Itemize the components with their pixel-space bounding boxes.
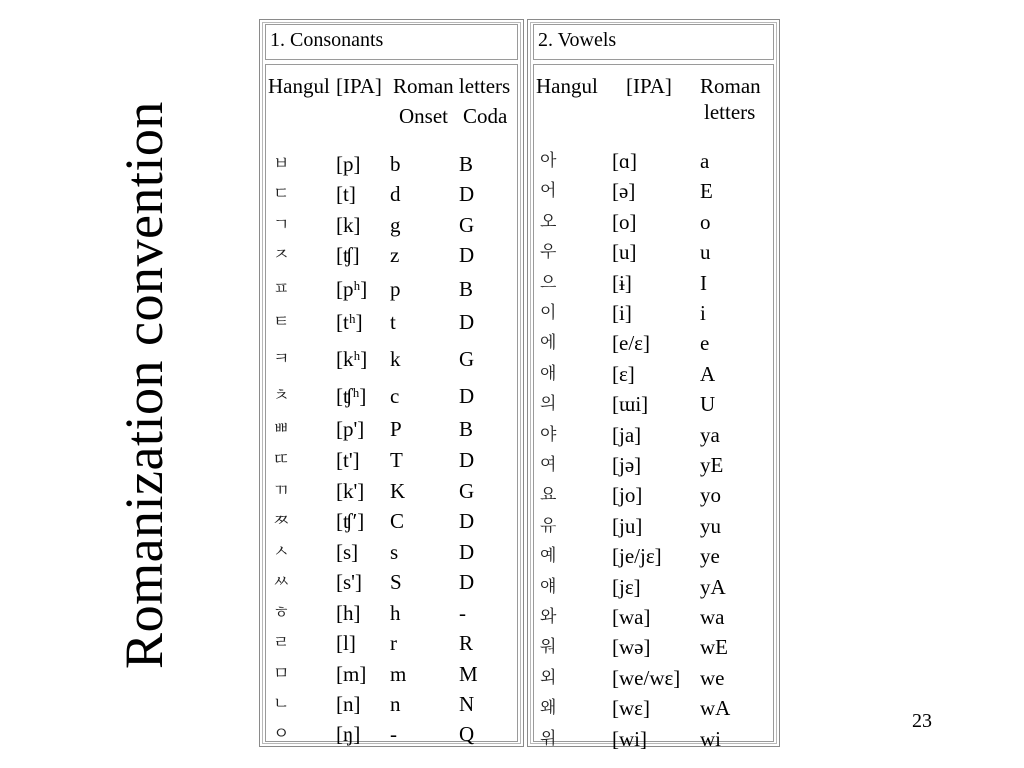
consonant-ipa: [ʧʰ] (336, 384, 367, 408)
vowel-roman: wA (700, 696, 731, 721)
vowel-ipa: [jo] (612, 483, 643, 508)
vowel-ipa: [u] (612, 240, 637, 265)
consonants-col-ipa: [IPA] (336, 74, 382, 98)
consonant-ipa: [k] (336, 213, 361, 237)
consonant-ipa: [tʰ] (336, 310, 363, 334)
consonant-hangul: ㅍ (273, 279, 290, 299)
consonant-onset: K (390, 479, 406, 503)
consonant-ipa: [p'] (336, 417, 365, 441)
consonant-hangul: ㄱ (273, 215, 290, 235)
vowel-roman: yu (700, 513, 721, 538)
vowels-col-hangul: Hangul (536, 74, 598, 98)
consonant-ipa: [pʰ] (336, 277, 368, 301)
consonants-col-hangul: Hangul (268, 74, 330, 98)
vowel-hangul: 으 (540, 272, 557, 293)
vowel-ipa: [ɑ] (612, 149, 637, 173)
vowel-ipa: [ɛ] (612, 361, 635, 386)
consonant-coda: M (459, 662, 478, 686)
vowel-roman: wi (700, 726, 721, 751)
consonants-col-roman: Roman letters (393, 74, 511, 98)
consonant-onset: S (390, 570, 402, 594)
consonant-coda: D (459, 570, 475, 594)
vowel-ipa: [o] (612, 209, 637, 234)
vowel-ipa: [ju] (612, 513, 643, 538)
vowel-hangul: 애 (540, 363, 557, 384)
consonant-ipa: [t] (336, 182, 356, 206)
vowel-hangul: 예 (540, 546, 557, 567)
vowel-roman: ye (700, 544, 720, 569)
slide-title-container (84, 60, 204, 710)
consonant-coda: G (459, 213, 475, 237)
vowel-hangul: 어 (540, 181, 557, 202)
consonant-onset: n (390, 692, 401, 716)
vowels-header-box (533, 24, 774, 60)
consonant-ipa: [ʧ′] (336, 509, 365, 533)
vowel-hangul: 외 (540, 667, 557, 688)
consonants-header-box (265, 24, 518, 60)
consonant-hangul: ㄴ (273, 694, 290, 714)
consonant-onset: t (390, 310, 396, 334)
consonant-onset: T (390, 448, 403, 472)
vowel-hangul: 에 (540, 333, 557, 354)
vowel-hangul: 의 (540, 394, 557, 415)
consonant-hangul: ㅊ (273, 386, 290, 406)
vowel-ipa: [wa] (612, 605, 651, 629)
consonant-coda: D (459, 540, 475, 564)
consonant-coda: R (459, 631, 474, 655)
vowel-ipa: [i] (612, 301, 632, 325)
consonant-coda: D (459, 509, 475, 533)
vowel-ipa: [ɨ] (612, 270, 632, 295)
vowels-section-title: 2. Vowels (538, 29, 617, 51)
vowel-ipa: [je/jɛ] (612, 544, 662, 569)
consonant-hangul: ㅋ (273, 349, 290, 369)
vowel-roman: e (700, 331, 710, 356)
consonant-hangul: ㅁ (273, 664, 290, 684)
vowel-hangul: 우 (540, 242, 557, 263)
vowel-roman: i (700, 301, 706, 325)
consonant-hangul: ㄲ (273, 481, 290, 501)
vowel-ipa: [jə] (612, 453, 642, 477)
vowel-hangul: 아 (540, 151, 557, 171)
consonant-ipa: [ʧ] (336, 243, 360, 267)
consonant-hangul: ㅇ (273, 724, 290, 744)
vowel-hangul: 야 (540, 424, 557, 445)
consonant-onset: s (390, 540, 399, 564)
vowel-ipa: [wə] (612, 635, 651, 660)
consonant-onset: b (390, 152, 401, 176)
consonant-ipa: [p] (336, 152, 361, 176)
vowel-roman: yE (700, 453, 724, 477)
consonant-coda: D (459, 448, 475, 472)
consonant-hangul: ㅎ (273, 603, 290, 623)
vowels-col-ipa: [IPA] (626, 74, 672, 98)
consonant-coda: Q (459, 722, 475, 746)
consonant-ipa: [k'] (336, 479, 365, 503)
consonant-coda: D (459, 310, 475, 334)
vowel-roman: we (700, 665, 725, 690)
consonant-coda: B (459, 152, 474, 176)
vowel-roman: U (700, 392, 716, 417)
consonants-section-title: 1. Consonants (270, 29, 384, 51)
consonant-coda: N (459, 692, 475, 716)
vowel-ipa: [jɛ] (612, 574, 641, 599)
vowels-col-roman-line2: letters (704, 100, 756, 124)
consonant-onset: m (390, 662, 407, 686)
consonant-onset: C (390, 509, 405, 533)
consonant-onset: g (390, 213, 401, 237)
consonant-coda: G (459, 347, 475, 371)
vowel-roman: A (700, 361, 716, 386)
vowel-hangul: 유 (540, 515, 557, 536)
vowel-hangul: 와 (540, 607, 557, 627)
consonant-onset: d (390, 182, 401, 206)
vowel-ipa: [wɛ] (612, 696, 650, 721)
vowel-roman: yo (700, 483, 721, 508)
consonant-coda: B (459, 417, 474, 441)
consonant-ipa: [kʰ] (336, 347, 368, 371)
vowel-roman: wE (700, 635, 728, 660)
vowel-hangul: 여 (540, 455, 557, 475)
consonants-table (259, 19, 524, 747)
vowel-hangul: 왜 (540, 698, 557, 719)
consonant-coda: B (459, 277, 474, 301)
consonants-col-coda: Coda (463, 104, 508, 128)
consonant-onset: z (390, 243, 400, 267)
vowels-table (527, 19, 780, 751)
consonant-onset: k (390, 347, 401, 371)
vowel-hangul: 요 (540, 485, 557, 506)
consonant-ipa: [ŋ] (336, 722, 361, 746)
vowel-roman: u (700, 240, 711, 265)
vowel-roman: I (700, 270, 707, 295)
vowel-ipa: [ja] (612, 422, 642, 447)
consonant-hangul: ㄹ (273, 633, 290, 653)
consonant-ipa: [s'] (336, 570, 362, 594)
vowel-ipa: [ɯi] (612, 392, 649, 417)
consonant-coda: D (459, 182, 475, 206)
page-number: 23 (912, 710, 932, 732)
vowel-hangul: 오 (540, 211, 557, 232)
consonant-hangul: ㅂ (273, 154, 290, 174)
consonant-ipa: [t'] (336, 448, 360, 472)
consonant-ipa: [s] (336, 540, 359, 564)
vowels-col-roman-line1: Roman (700, 74, 761, 98)
consonant-coda: D (459, 384, 475, 408)
vowel-roman: wa (700, 605, 725, 629)
consonant-onset: P (390, 417, 402, 441)
vowel-hangul: 이 (540, 303, 557, 323)
consonant-hangul: ㅈ (273, 245, 290, 265)
vowel-ipa: [we/wɛ] (612, 665, 681, 690)
vowel-hangul: 얘 (540, 576, 557, 597)
vowel-ipa: [e/ɛ] (612, 331, 650, 356)
consonant-onset: p (390, 277, 401, 301)
consonant-hangul: ㅆ (273, 572, 290, 592)
consonant-hangul: ㅅ (273, 542, 290, 562)
consonant-coda: G (459, 479, 475, 503)
vowels-body (533, 64, 774, 751)
consonants-col-onset: Onset (399, 104, 448, 128)
consonant-hangul: ㅉ (273, 511, 290, 531)
consonant-hangul: ㄸ (273, 450, 290, 470)
vowel-roman: o (700, 209, 711, 234)
consonant-onset: h (390, 601, 401, 625)
consonant-coda: - (459, 601, 466, 625)
vowel-ipa: [wi] (612, 726, 647, 751)
consonant-hangul: ㄷ (273, 184, 290, 204)
consonant-ipa: [h] (336, 601, 361, 625)
consonant-onset: r (390, 631, 397, 655)
consonant-ipa: [n] (336, 692, 361, 716)
consonant-ipa: [m] (336, 662, 367, 686)
vowel-roman: E (700, 179, 713, 204)
consonant-coda: D (459, 243, 475, 267)
vowel-roman: a (700, 149, 710, 173)
vowel-hangul: 워 (540, 637, 557, 658)
consonant-ipa: [l] (336, 631, 356, 655)
consonant-onset: c (390, 384, 400, 408)
consonants-body (265, 64, 518, 746)
consonant-onset: - (390, 722, 397, 746)
vowel-hangul: 위 (540, 728, 557, 749)
vowel-ipa: [ə] (612, 179, 636, 204)
vowel-roman: ya (700, 422, 720, 447)
vowel-roman: yA (700, 574, 726, 599)
slide-title: Romanization convention (114, 101, 174, 669)
consonant-hangul: ㅃ (273, 419, 290, 439)
consonant-hangul: ㅌ (273, 312, 290, 332)
